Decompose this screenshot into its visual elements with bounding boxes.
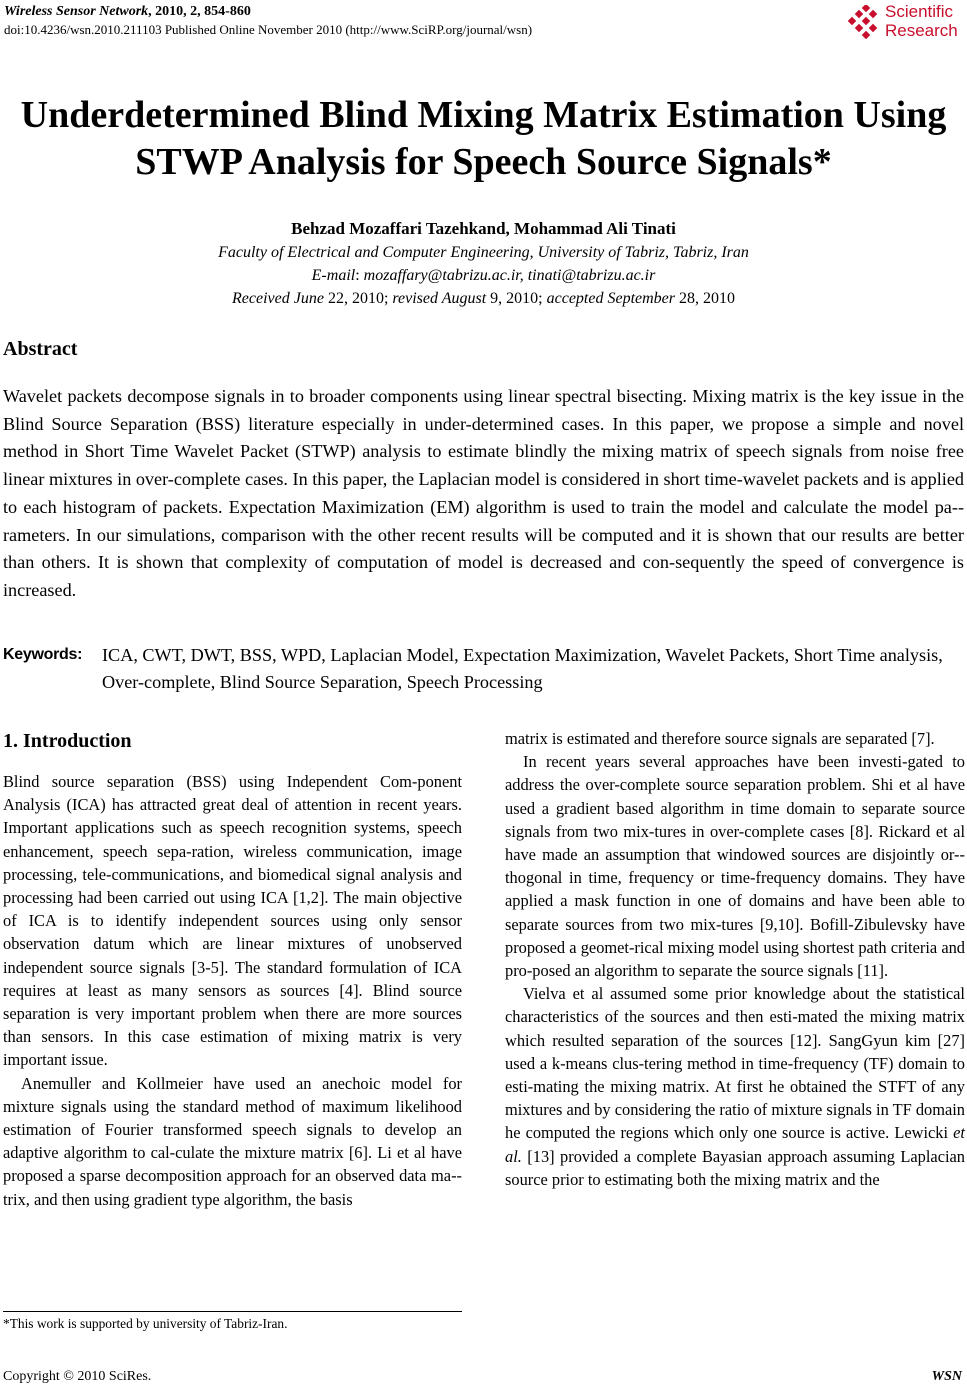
footer-journal-abbrev: WSN [931,1369,962,1384]
publisher-logo [848,2,966,42]
paper-authors: Behzad Mozaffari Tazehkand, Mohammad Ali Tinati [291,219,676,238]
journal-header [4,2,764,39]
intro-paragraph-1: Blind source separation (BSS) using Independent Com-ponent Analysis (ICA) has attracted great deal of attention in recent years. Important applications such as speech recognition systems, speech enhancement, speech sepa-ration, wireless communication, image processing, tele-communications, and biomedical signal analysis and processing had been carried out using ICA [1,2]. The main objective of ICA is to identify independent sources using only sensor observation datum which are linear mixtures of unobserved independent source signals [3-5]. The standard formulation of ICA requires at least as many sensors as sources [4]. Blind source separation is very important problem when there are more sources than sensors. In this case estimation of mixing matrix is very important issue. [3,772,462,1070]
footnote: *This work is supported by university of Tabriz-Iran. [3,1316,288,1331]
introduction-heading: 1. Introduction [3,730,132,752]
keywords-label: Keywords: [3,646,83,663]
keywords-text: ICA, CWT, DWT, BSS, WPD, Laplacian Model, Expectation Maximization, Wavelet Packets, Short Time analysis, Over-complete, Blind Source Separation, Speech Processing [102,645,943,692]
publisher-logo-text: Scientific Research [885,2,958,40]
journal-citation [4,2,764,21]
abstract-body: Wavelet packets decompose signals in to broader components using linear spectral bisecting. Mixing matrix is the key issue in the Blind Source Separation (BSS) literature especially in under-determined cases. In this paper, we propose a simple and novel method in Short Time Wavelet Packet (STWP) analysis to estimate blindly the mixing matrix of speech signals from noise free linear mixtures in over-complete cases. In this paper, the Laplacian model is considered in short time-wavelet packets and is applied to each histogram of packets. Expectation Maximization (EM) algorithm is used to train the model and calculate the model pa-rameters. In our simulations, comparison with the other recent results will be computed and it is shown that our results are better than others. It is shown that complexity of computation of model is decreased and con-sequently the speed of convergence is increased. [3,386,965,600]
left-column [3,727,462,1211]
journal-name: Wireless Sensor Network [4,4,149,19]
footer-copyright: Copyright © 2010 SciRes. [3,1369,152,1384]
paper-email: E-mail: mozaffary@tabrizu.ac.ir, tinati@tabrizu.ac.ir [311,267,656,284]
intro-paragraph-5: Vielva et al assumed some prior knowledge about the statistical characteristics of the sources and then esti-mated the mixing matrix which resulted separation of the sources [12]. SangGyun kim [27] used a k-means clus-tering method in time-frequency (TF) domain to esti-mating the mixing matrix. At first he obtained the STFT of any mixtures and by considering the ratio of mixture signals in TF domain he computed the regions which only one source is active. Lewicki et al. [13] provided a complete Bayasian approach assuming Laplacian source prior to estimating both the mixing matrix and the [505,984,965,1189]
paper-dates: Received June 22, 2010; revised August 9, 2010; accepted September 28, 2010 [232,290,735,307]
intro-paragraph-3: matrix is estimated and therefore source signals are separated [7]. [505,729,935,748]
publisher-logo-icon [848,5,882,39]
paper-title: Underdetermined Blind Mixing Matrix Estimation Using STWP Analysis for Speech Source Signals* [20,94,947,183]
right-column [505,727,965,1191]
journal-volume: , 2010, 2, 854-860 [148,4,251,19]
doi-line: doi:10.4236/wsn.2010.211103 Published Online November 2010 (http://www.SciRP.org/journal/wsn) [4,22,533,37]
intro-paragraph-4: In recent years several approaches have been investi-gated to address the over-complete source separation problem. Shi et al have used a gradient based algorithm in time domain to separate source signals from two mix-tures in over-complete cases [8]. Rickard et al have made an assumption that windowed sources are disjointly or-thogonal in time, frequency or time-frequency domains. They have applied a mask function in one of domains and have been able to separate sources from two mix-tures [9,10]. Bofill-Zibulevsky have proposed a geomet-rical mixing model using shortest path criteria and pro-posed an algorithm to separate the source signals [11]. [505,752,965,981]
intro-paragraph-2: Anemuller and Kollmeier have used an anechoic model for mixture signals using the standard method of maximum likelihood estimation of Fourier transformed speech signals to develop an adaptive algorithm to cal-culate the mixture matrix [6]. Li et al have proposed a sparse decomposition approach for an observed data ma-trix, and then using gradient type algorithm, the basis [3,1073,462,1209]
paper-affiliation: Faculty of Electrical and Computer Engineering, University of Tabriz, Tabriz, Iran [218,244,749,261]
abstract-heading: Abstract [3,338,78,360]
footnote-divider [3,1311,462,1312]
